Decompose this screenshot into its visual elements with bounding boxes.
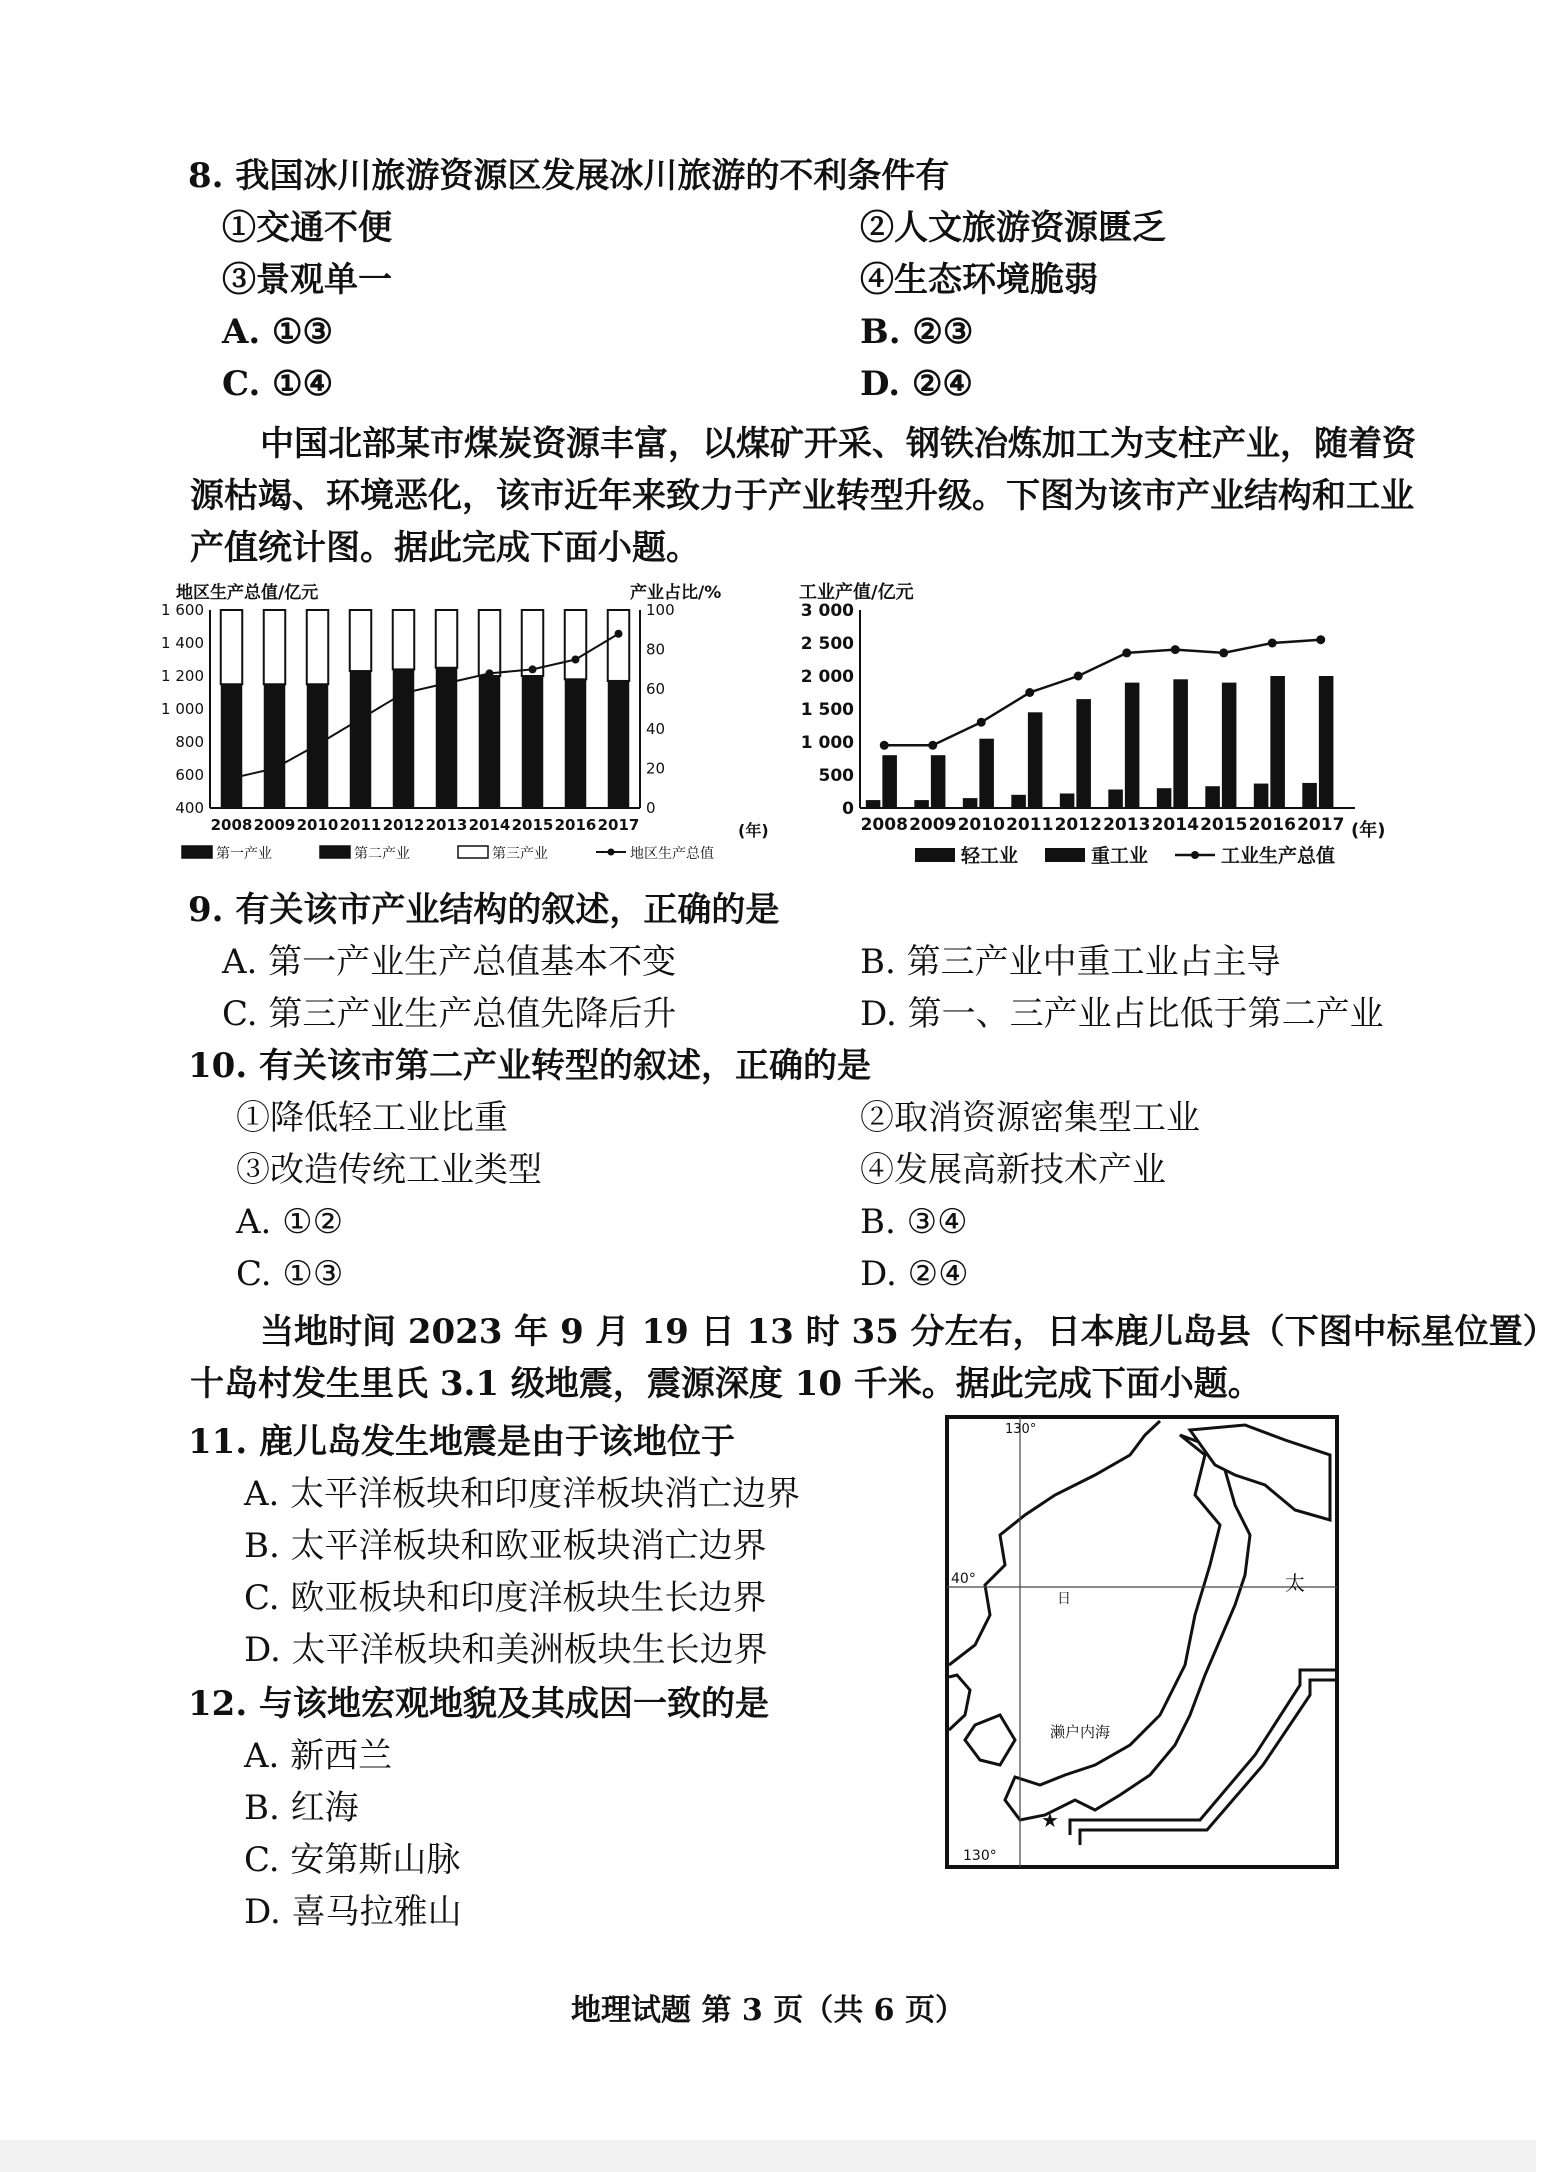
chart1-gdp-line xyxy=(232,634,619,779)
chart1-ylabel-left: 地区生产总值/亿元 xyxy=(176,583,319,603)
chart2-heavy-industry-bar xyxy=(1125,683,1140,808)
q10-option-3: ③改造传统工业类型 xyxy=(236,1150,542,1190)
chart1-y-tick-label: 1 000 xyxy=(161,700,204,718)
passage-earthquake-line-1: 当地时间 2023 年 9 月 19 日 13 时 35 分左右，日本鹿儿岛县（下图中标星位置） xyxy=(260,1312,1557,1352)
chart2-y-tick-label: 3 000 xyxy=(800,601,854,621)
chart1-gdp-point xyxy=(400,689,408,697)
chart2-total-output-point xyxy=(1025,688,1034,697)
chart2-legend-swatch xyxy=(915,848,955,862)
q8-choice-d: D. ②④ xyxy=(860,364,973,404)
q8-choice-a: A. ①③ xyxy=(222,312,334,352)
chart2-legend-swatch xyxy=(1045,848,1085,862)
chart2-x-tick-label: 2010 xyxy=(957,815,1005,835)
chart2-heavy-industry-bar xyxy=(931,755,946,808)
chart2-light-industry-bar xyxy=(1108,790,1123,808)
chart2-light-industry-bar xyxy=(1205,786,1220,808)
chart1-x-tick-label: 2014 xyxy=(468,816,511,834)
industrial-output-chart xyxy=(795,580,1405,885)
q9-choice-c: C. 第三产业生产总值先降后升 xyxy=(222,994,677,1034)
chart2-light-industry-bar xyxy=(1254,784,1269,808)
q12-choice-c: C. 安第斯山脉 xyxy=(244,1840,461,1880)
chart1-gdp-point xyxy=(615,630,623,638)
chart1-x-tick-label: 2013 xyxy=(425,816,468,834)
chart2-y-tick-label: 1 000 xyxy=(800,733,854,753)
chart1-x-tick-label: 2016 xyxy=(554,816,597,834)
q9-stem: 9. 有关该市产业结构的叙述，正确的是 xyxy=(188,890,780,930)
q8-choice-c: C. ①④ xyxy=(222,364,334,404)
chart1-gdp-point xyxy=(443,679,451,687)
chart1-legend-swatch xyxy=(182,846,212,858)
chart2-total-output-point xyxy=(928,741,937,750)
q10-choice-b: B. ③④ xyxy=(860,1202,968,1242)
chart1-gdp-point xyxy=(486,669,494,677)
chart1-x-tick-label: 2017 xyxy=(597,816,640,834)
chart2-total-output-point xyxy=(977,718,986,727)
chart2-light-industry-bar xyxy=(866,800,881,808)
q12-stem: 12. 与该地宏观地貌及其成因一致的是 xyxy=(188,1684,769,1724)
chart2-light-industry-bar xyxy=(1011,795,1026,808)
chart1-legend-label: 第一产业 xyxy=(216,846,272,862)
map-sea-label: 日 xyxy=(1057,1591,1071,1607)
chart1-y-tick-label: 600 xyxy=(175,766,204,784)
chart1-x-tick-label: 2012 xyxy=(382,816,425,834)
q8-stem: 8. 我国冰川旅游资源区发展冰川旅游的不利条件有 xyxy=(188,156,950,196)
chart1-gdp-point xyxy=(314,741,322,749)
chart1-y2-tick-label: 100 xyxy=(646,601,675,619)
chart1-tertiary-bar xyxy=(307,610,329,684)
chart2-y-tick-label: 1 500 xyxy=(800,700,854,720)
q11-stem: 11. 鹿儿岛发生地震是由于该地位于 xyxy=(188,1422,735,1462)
q11-choice-b: B. 太平洋板块和欧亚板块消亡边界 xyxy=(244,1526,767,1566)
chart2-heavy-industry-bar xyxy=(979,739,994,808)
chart1-x-tick-label: 2015 xyxy=(511,816,554,834)
q11-choice-d: D. 太平洋板块和美洲板块生长边界 xyxy=(244,1630,768,1670)
chart1-tertiary-bar xyxy=(221,610,243,684)
chart1-gdp-point xyxy=(572,656,580,664)
chart2-total-output-point xyxy=(1122,648,1131,657)
q10-option-4: ④发展高新技术产业 xyxy=(860,1150,1166,1190)
chart2-heavy-industry-bar xyxy=(1028,712,1043,808)
japan-map xyxy=(945,1415,1340,1870)
chart1-tertiary-bar xyxy=(264,610,286,684)
chart2-legend-point-swatch xyxy=(1191,851,1199,859)
chart1-x-tick-label: 2008 xyxy=(210,816,253,834)
q9-choice-b: B. 第三产业中重工业占主导 xyxy=(860,942,1281,982)
chart1-y-tick-label: 800 xyxy=(175,733,204,751)
q10-choice-c: C. ①③ xyxy=(236,1254,344,1294)
q10-choice-a: A. ①② xyxy=(236,1202,344,1242)
chart2-legend-label: 重工业 xyxy=(1091,845,1149,867)
chart1-x-tick-label: 2009 xyxy=(253,816,296,834)
chart1-secondary-bar xyxy=(350,671,372,808)
passage-industry-line-1: 中国北部某市煤炭资源丰富，以煤矿开采、钢铁冶炼加工为支柱产业，随着资 xyxy=(260,424,1416,464)
chart1-gdp-point xyxy=(529,665,537,673)
chart2-light-industry-bar xyxy=(1302,783,1317,808)
chart1-y-tick-label: 1 400 xyxy=(161,634,204,652)
q12-choice-d: D. 喜马拉雅山 xyxy=(244,1892,462,1932)
chart2-heavy-industry-bar xyxy=(882,755,897,808)
chart2-y-tick-label: 0 xyxy=(842,799,854,819)
chart1-y2-tick-label: 20 xyxy=(646,759,666,778)
q11-choice-c: C. 欧亚板块和印度洋板块生长边界 xyxy=(244,1578,767,1618)
map-bottom-longitude-label: 130° xyxy=(963,1848,997,1864)
chart1-secondary-bar xyxy=(608,681,630,808)
passage-earthquake xyxy=(190,1306,1557,1410)
chart2-legend-label: 轻工业 xyxy=(961,845,1019,867)
q9-choice-d: D. 第一、三产业占比低于第二产业 xyxy=(860,994,1384,1034)
chart1-y-tick-label: 1 600 xyxy=(161,601,204,619)
chart2-total-output-line xyxy=(884,640,1321,746)
chart1-secondary-bar xyxy=(221,684,243,808)
passage-earthquake-line-2: 十岛村发生里氏 3.1 级地震，震源深度 10 千米。据此完成下面小题。 xyxy=(190,1364,1262,1404)
chart2-light-industry-bar xyxy=(1060,793,1075,808)
chart2-x-unit: (年) xyxy=(1351,820,1386,841)
q8-choice-b: B. ②③ xyxy=(860,312,974,352)
chart2-x-tick-label: 2016 xyxy=(1248,815,1296,835)
map-star-marker-icon: ★ xyxy=(1041,1808,1059,1832)
chart2-heavy-industry-bar xyxy=(1076,699,1091,808)
chart1-x-tick-label: 2011 xyxy=(339,816,382,834)
q12-choice-a: A. 新西兰 xyxy=(244,1736,393,1776)
chart2-light-industry-bar xyxy=(914,800,929,808)
q11-choice-a: A. 太平洋板块和印度洋板块消亡边界 xyxy=(244,1474,801,1514)
chart2-ylabel: 工业产值/亿元 xyxy=(799,582,914,603)
chart2-total-output-point xyxy=(1268,639,1277,648)
chart2-legend-label: 工业生产总值 xyxy=(1221,845,1336,867)
chart1-tertiary-bar xyxy=(565,610,587,679)
chart2-light-industry-bar xyxy=(963,798,978,808)
chart2-heavy-industry-bar xyxy=(1319,676,1334,808)
chart2-heavy-industry-bar xyxy=(1222,683,1237,808)
chart1-secondary-bar xyxy=(264,684,286,808)
chart1-gdp-point xyxy=(228,774,236,782)
industry-structure-chart xyxy=(161,580,790,885)
chart2-y-tick-label: 500 xyxy=(818,766,854,786)
chart2-x-tick-label: 2009 xyxy=(909,815,957,835)
chart1-x-unit: (年) xyxy=(738,821,769,840)
chart1-legend-label: 第三产业 xyxy=(492,846,548,862)
chart2-heavy-industry-bar xyxy=(1270,676,1285,808)
q8-option-1: ①交通不便 xyxy=(222,208,392,248)
q10-stem: 10. 有关该市第二产业转型的叙述，正确的是 xyxy=(188,1046,871,1086)
chart1-legend-point-swatch xyxy=(608,849,615,856)
chart1-y-tick-label: 1 200 xyxy=(161,667,204,685)
map-latitude-label: 40° xyxy=(951,1571,976,1587)
chart1-x-tick-label: 2010 xyxy=(296,816,339,834)
chart2-x-tick-label: 2014 xyxy=(1151,815,1199,835)
chart1-y2-tick-label: 80 xyxy=(646,640,666,659)
chart1-tertiary-bar xyxy=(436,610,458,668)
q8-option-3: ③景观单一 xyxy=(222,260,392,300)
chart2-total-output-point xyxy=(880,741,889,750)
chart1-tertiary-bar xyxy=(393,610,415,669)
chart1-tertiary-bar xyxy=(350,610,372,671)
chart2-x-tick-label: 2015 xyxy=(1200,815,1248,835)
chart2-x-tick-label: 2011 xyxy=(1006,815,1054,835)
chart1-tertiary-bar xyxy=(608,610,630,681)
q9-choice-a: A. 第一产业生产总值基本不变 xyxy=(222,942,677,982)
map-ocean-label: 太 xyxy=(1285,1571,1305,1595)
q12-choice-b: B. 红海 xyxy=(244,1788,359,1828)
chart2-total-output-point xyxy=(1219,648,1228,657)
chart2-x-tick-label: 2008 xyxy=(860,815,908,835)
chart2-x-tick-label: 2012 xyxy=(1054,815,1102,835)
chart1-y2-tick-label: 40 xyxy=(646,719,666,738)
chart1-gdp-point xyxy=(357,715,365,723)
chart2-y-tick-label: 2 500 xyxy=(800,634,854,654)
chart1-secondary-bar xyxy=(479,676,501,808)
chart2-total-output-point xyxy=(1171,645,1180,654)
chart2-x-tick-label: 2017 xyxy=(1297,815,1345,835)
chart2-light-industry-bar xyxy=(1157,788,1172,808)
chart1-legend-swatch xyxy=(320,846,350,858)
map-inland-sea-label: 濑户内海 xyxy=(1050,1723,1111,1741)
page-footer: 地理试题 第 3 页（共 6 页） xyxy=(571,1993,965,2028)
map-longitude-label: 130° xyxy=(1005,1422,1037,1437)
chart2-x-tick-label: 2013 xyxy=(1103,815,1151,835)
q10-option-2: ②取消资源密集型工业 xyxy=(860,1098,1200,1138)
page-bottom-strip xyxy=(0,2140,1536,2172)
q10-option-1: ①降低轻工业比重 xyxy=(236,1098,508,1138)
chart1-secondary-bar xyxy=(565,679,587,808)
chart1-legend-swatch xyxy=(458,846,488,858)
chart1-y2-tick-label: 60 xyxy=(646,680,666,699)
passage-industry-line-2: 源枯竭、环境恶化，该市近年来致力于产业转型升级。下图为该市产业结构和工业 xyxy=(190,476,1414,516)
chart1-legend-label: 第二产业 xyxy=(354,846,410,862)
chart1-ylabel-right: 产业占比/% xyxy=(630,583,722,603)
chart1-secondary-bar xyxy=(436,668,458,808)
chart1-tertiary-bar xyxy=(479,610,501,676)
chart1-y2-tick-label: 0 xyxy=(646,799,656,817)
chart2-total-output-point xyxy=(1316,635,1325,644)
chart2-heavy-industry-bar xyxy=(1173,679,1188,808)
chart1-legend-label: 地区生产总值 xyxy=(630,846,714,862)
chart1-gdp-point xyxy=(271,764,279,772)
q10-choice-d: D. ②④ xyxy=(860,1254,969,1294)
chart1-secondary-bar xyxy=(522,676,544,808)
passage-industry-line-3: 产值统计图。据此完成下面小题。 xyxy=(190,528,700,568)
q8-option-2: ②人文旅游资源匮乏 xyxy=(860,208,1166,248)
passage-industry xyxy=(190,418,1416,574)
chart2-y-tick-label: 2 000 xyxy=(800,667,854,687)
chart1-y-tick-label: 400 xyxy=(175,799,204,817)
q8-option-4: ④生态环境脆弱 xyxy=(860,260,1098,300)
chart2-total-output-point xyxy=(1074,672,1083,681)
